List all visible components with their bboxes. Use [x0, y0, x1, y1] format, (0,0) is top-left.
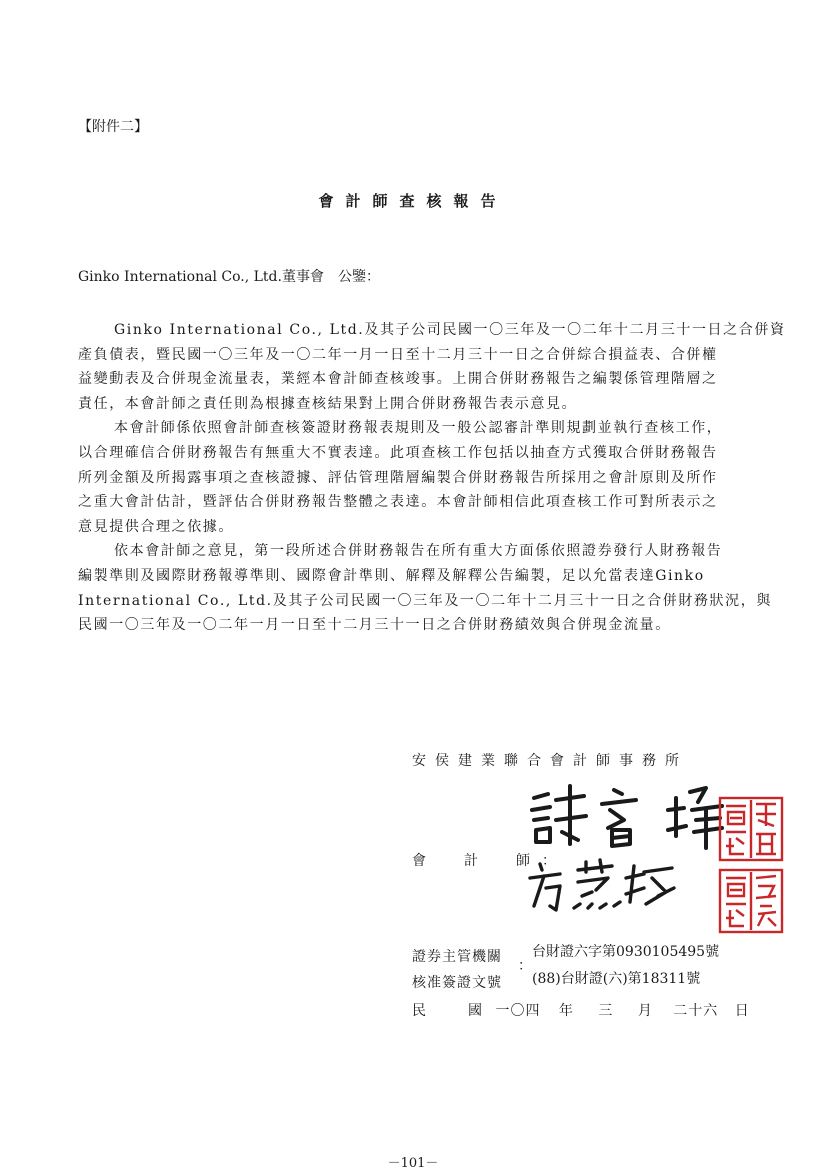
date-year: 一〇四 — [495, 1003, 541, 1019]
body-line: 以合理確信合併財務報告有無重大不實表達。此項查核工作包括以抽查方式獲取合併財務報告 — [78, 444, 718, 461]
body-line: 本會計師係依照會計師查核簽證財務報表規則及一般公認審計準則規劃並執行查核工作， — [114, 420, 723, 437]
date-month-unit: 月 — [637, 1003, 653, 1019]
report-title: 會計師查核報告 — [318, 192, 508, 210]
report-date — [412, 1000, 750, 1020]
body-line: 產負債表，暨民國一〇三年及一〇二年一月一日至十二月三十一日之合併綜合損益表、合併權 — [78, 346, 718, 363]
date-month: 三 — [598, 1003, 614, 1019]
body-line: 意見提供合理之依據。 — [78, 518, 234, 535]
accountant-signature-1 — [526, 780, 726, 850]
addressee: Ginko International Co., Ltd.董事會 公鑒： — [78, 269, 380, 285]
body-line: 民國一〇三年及一〇二年一月一日至十二月三十一日之合併財務績效與合併現金流量。 — [78, 617, 671, 634]
report-body — [78, 318, 786, 638]
body-line: 益變動表及合併現金流量表，業經本會計師查核竣事。上開合併財務報告之編製係管理階層之 — [78, 371, 718, 388]
body-line: 依本會計師之意見，第一段所述合併財務報告在所有重大方面係依照證券發行人財務報告 — [114, 543, 723, 560]
red-seal-icon — [718, 796, 784, 862]
cert-authority-label: 證券主管機關 — [412, 949, 502, 965]
date-prefix: 民 國 — [412, 1003, 496, 1019]
body-line: 之重大會計估計，暨評估合併財務報告整體之表達。本會計師相信此項查核工作可對所表示之 — [78, 494, 718, 511]
date-day: 二十六 — [673, 1003, 719, 1019]
cert-colon: ： — [518, 958, 532, 974]
body-line: 所列金額及所揭露事項之查核證據、評估管理階層編製合併財務報告所採用之會計原則及所作 — [78, 469, 718, 486]
cert-authority-value: 台財證六字第0930105495號 — [532, 944, 720, 960]
date-year-unit: 年 — [558, 1003, 574, 1019]
cert-approval-label: 核准簽證文號 — [412, 975, 502, 991]
attachment-label: 【附件二】 — [78, 119, 148, 135]
body-line: International Co., Ltd.及其子公司民國一〇三年及一〇二年十二月三十一日之合併財務狀況，與 — [78, 592, 772, 609]
date-day-unit: 日 — [734, 1003, 750, 1019]
accountant-signature-2 — [526, 858, 676, 916]
body-line: Ginko International Co., Ltd.及其子公司民國一〇三年及一〇二年十二月三十一日之合併資 — [114, 322, 786, 338]
firm-name: 安侯建業聯合會計師事務所 — [412, 753, 688, 769]
accountant-label: 會 計 師： — [412, 853, 568, 869]
cert-approval-value: (88)台財證(六)第18311號 — [532, 971, 701, 987]
body-line: 責任，本會計師之責任則為根據查核結果對上開合併財務報告表示意見。 — [78, 395, 578, 412]
body-line: 編製準則及國際財務報導準則、國際會計準則、解釋及解釋公告編製，足以允當表達Ginko — [78, 567, 705, 584]
red-seal-icon — [718, 868, 784, 934]
page-number: －101－ — [387, 1156, 439, 1171]
